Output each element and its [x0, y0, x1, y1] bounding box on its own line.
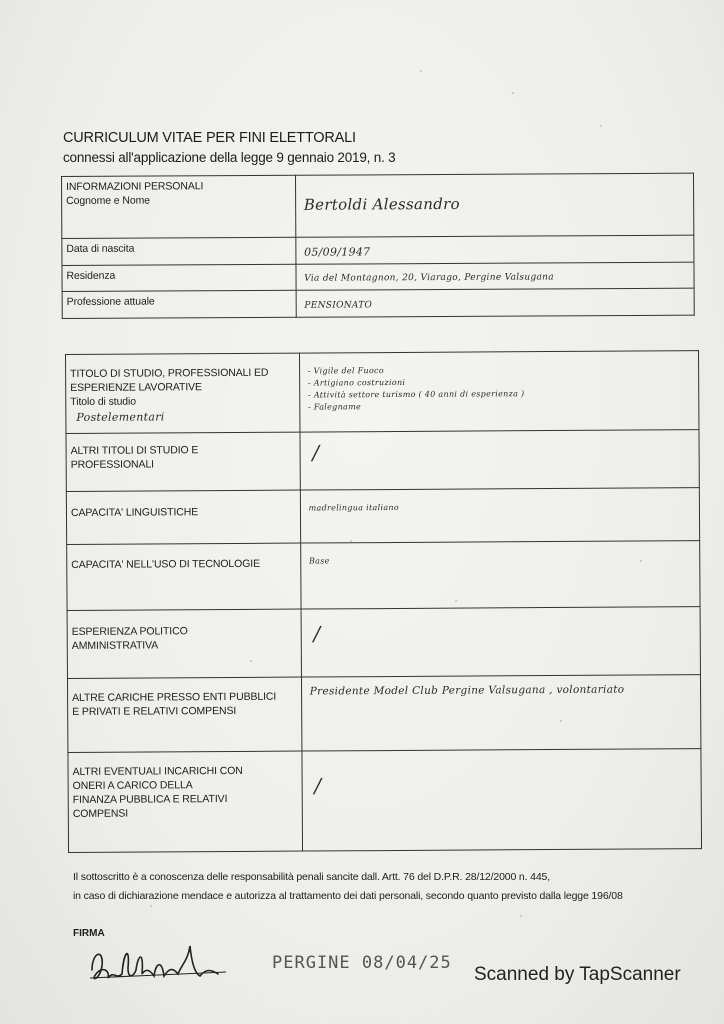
residence-row: [62, 262, 694, 291]
signature-label: FIRMA: [73, 928, 105, 939]
other-offices-label-line2: ONERI A CARICO DELLA: [72, 779, 193, 792]
technology-row: [67, 541, 700, 611]
residence-label: Residenza: [66, 269, 116, 282]
political-label-line1: ESPERIENZA POLITICO: [71, 625, 188, 638]
residence-value: Via del Montagnon, 20, Viarago, Pergine Valsugana: [304, 272, 554, 284]
technology-label: CAPACITA' NELL'USO DI TECNOLOGIE: [71, 557, 261, 571]
other-titles-row: [66, 430, 699, 492]
other-offices-value: /: [314, 773, 322, 798]
birth-value: 05/09/1947: [304, 245, 371, 259]
profession-value: PENSIONATO: [304, 300, 373, 311]
other-offices-label-line1: ALTRI EVENTUALI INCARICHI CON: [72, 764, 243, 778]
languages-value: madrelingua italiano: [308, 502, 399, 513]
study-row: [66, 351, 699, 434]
declaration-text: [73, 868, 713, 906]
study-label-line2: ESPERIENZE LAVORATIVE: [70, 381, 202, 394]
offices-label-line1: ALTRE CARICHE PRESSO ENTI PUBBLICI: [72, 690, 277, 704]
political-label-line2: AMMINISTRATIVA: [71, 639, 159, 652]
study-title-value: Postelementari: [76, 410, 165, 424]
other-offices-label-line4: COMPENSI: [72, 807, 129, 820]
offices-label-line2: E PRIVATI E RELATIVI COMPENSI: [72, 704, 237, 718]
political-row: [67, 607, 700, 679]
offices-row: [67, 675, 700, 753]
study-item: - Artigiano costruzioni: [307, 377, 406, 388]
study-label-line3: Titolo di studio: [70, 395, 137, 408]
handwritten-signature: [88, 940, 228, 990]
name-label-cell: [62, 175, 296, 238]
document-title: CURRICULUM VITAE PER FINI ELETTORALI: [63, 130, 356, 146]
other-offices-label-line3: FINANZA PUBBLICA E RELATIVI: [72, 793, 228, 806]
study-item: - Falegname: [308, 402, 362, 412]
study-item: - Vigile del Fuoco: [307, 366, 384, 376]
document-subtitle: connessi all'applicazione della legge 9 gennaio 2019, n. 3: [63, 150, 396, 165]
declaration-line1: Il sottoscritto è a conoscenza delle responsabilità penali sancite dall. Artt. 76 del D.P.R. 28/12/2000 n. 445,: [73, 871, 550, 883]
birth-row: [62, 235, 694, 265]
scanner-watermark: Scanned by TapScanner: [474, 964, 681, 985]
name-row: [62, 173, 694, 238]
other-titles-value: /: [312, 440, 320, 465]
name-label: Cognome e Nome: [66, 194, 150, 207]
birth-label: Data di nascita: [66, 242, 135, 255]
profession-label: Professione attuale: [66, 295, 155, 308]
other-offices-row: [68, 749, 702, 853]
name-value-cell: [295, 173, 694, 237]
cv-details-table: [65, 350, 702, 853]
languages-row: [66, 488, 699, 545]
study-items-list: [300, 351, 699, 416]
name-value: Bertoldi Alessandro: [303, 194, 460, 214]
other-titles-label-line1: ALTRI TITOLI DI STUDIO E: [70, 444, 199, 457]
offices-value: Presidente Model Club Pergine Valsugana , volontariato: [309, 683, 625, 698]
personal-section-label: INFORMAZIONI PERSONALI: [66, 180, 204, 193]
personal-info-table: [61, 173, 695, 319]
technology-value: Base: [308, 556, 330, 566]
declaration-line2: in caso di dichiarazione mendace e autorizza al trattamento dei dati personali, secondo quanto previsto dalla legge 196/08: [73, 890, 623, 902]
profession-row: [62, 288, 694, 318]
political-value: /: [313, 621, 321, 646]
study-item: - Attività settore turismo ( 40 anni di esperienza ): [307, 389, 525, 400]
languages-label: CAPACITA' LINGUISTICHE: [70, 506, 199, 519]
place-date: PERGINE 08/04/25: [272, 953, 452, 973]
study-label-line1: TITOLO DI STUDIO, PROFESSIONALI ED: [70, 366, 269, 380]
other-titles-label-line2: PROFESSIONALI: [70, 458, 155, 471]
